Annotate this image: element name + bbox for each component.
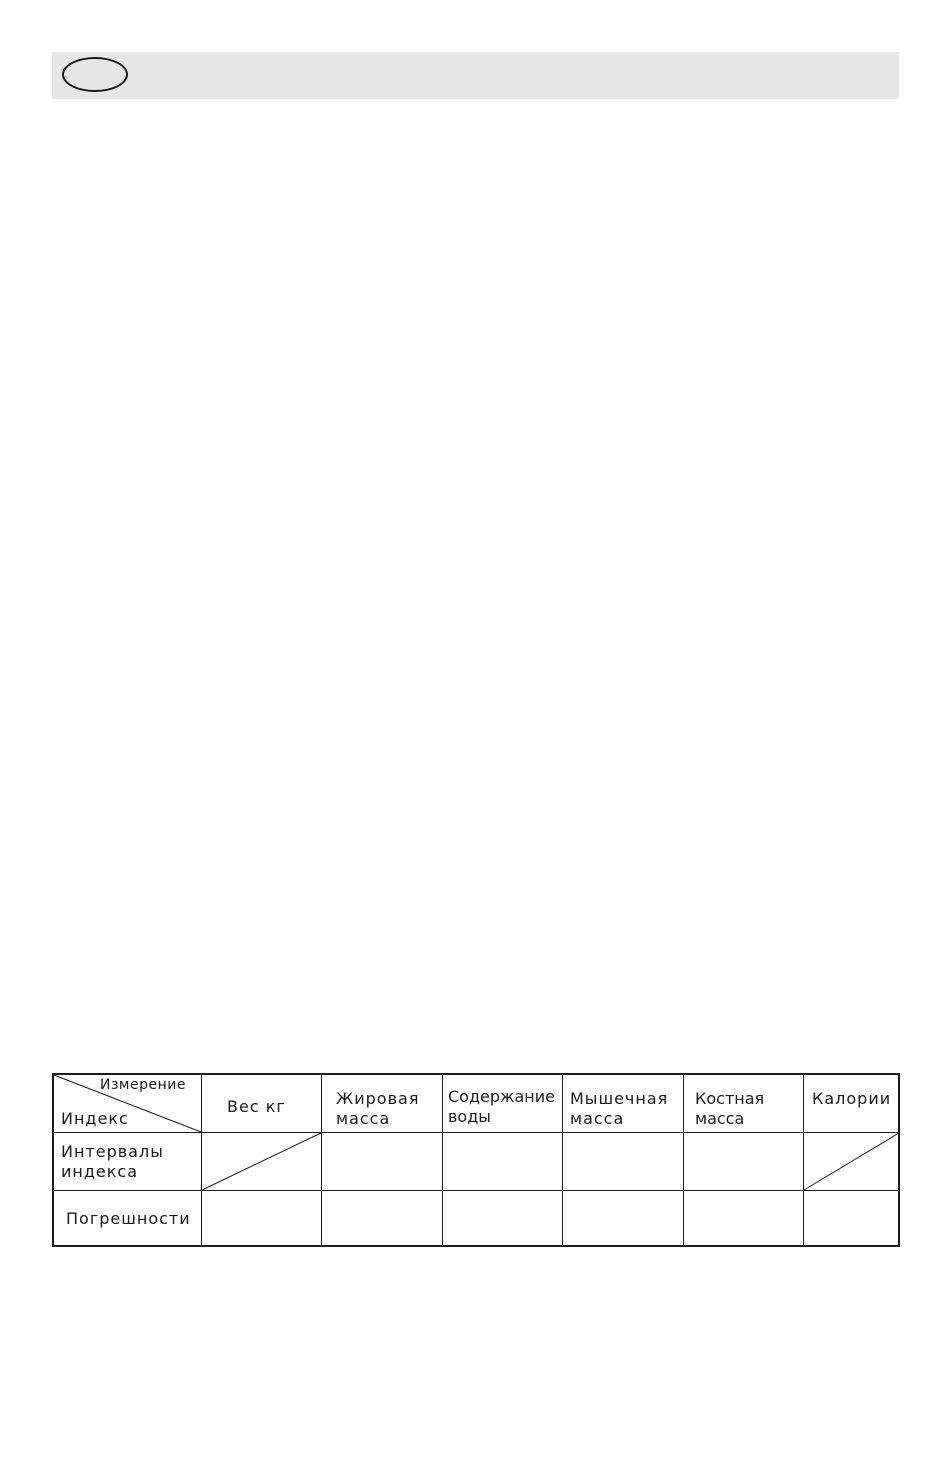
table-divider [54, 1132, 898, 1133]
column-header-calories [812, 1089, 891, 1109]
table-divider [562, 1075, 563, 1245]
column-header-label: Вес кг [227, 1097, 286, 1116]
language-badge [62, 57, 128, 92]
table-divider [321, 1075, 322, 1245]
table-divider [442, 1075, 443, 1245]
column-header-label: масса [570, 1109, 625, 1128]
row-header-label: Погрешности [66, 1209, 191, 1228]
header-bar [52, 52, 899, 99]
row-header-label: Интервалы [61, 1142, 164, 1161]
row-header-index-ranges [61, 1142, 164, 1182]
column-header-label: Содержание [448, 1087, 555, 1106]
row-header-errors [66, 1209, 191, 1229]
column-header-bone-mass [695, 1089, 764, 1129]
corner-header-index: Индекс [61, 1109, 129, 1128]
row-header-label: индекса [61, 1162, 139, 1181]
column-header-muscle-mass [570, 1089, 668, 1129]
spec-table [52, 1073, 900, 1247]
column-header-fat-mass [336, 1089, 419, 1129]
column-header-label: Мышечная [570, 1089, 669, 1108]
corner-header-measure: Измерение [100, 1077, 186, 1093]
column-header-label: масса [695, 1109, 745, 1128]
column-header-label: Жировая [336, 1089, 420, 1108]
table-divider [54, 1190, 898, 1191]
not-applicable-diagonal [202, 1133, 321, 1190]
column-header-label: воды [448, 1107, 491, 1126]
column-header-label: Калории [812, 1089, 892, 1108]
column-header-weight [227, 1097, 286, 1117]
column-header-label: масса [336, 1109, 391, 1128]
column-header-water [448, 1087, 555, 1127]
column-header-label: Костная [695, 1089, 765, 1108]
not-applicable-diagonal [804, 1133, 899, 1190]
table-divider [683, 1075, 684, 1245]
